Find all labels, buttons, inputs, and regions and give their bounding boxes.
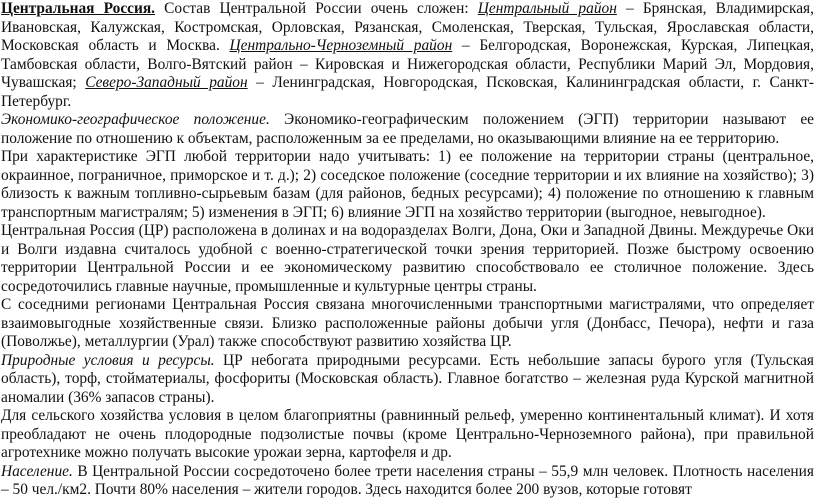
region-name-central-chernozem: Центрально-Черноземный район bbox=[229, 37, 453, 54]
paragraph-egp-definition bbox=[0, 111, 816, 148]
section-label-population: Население. bbox=[1, 462, 73, 480]
section-label-resources: Природные условия и ресурсы. bbox=[1, 351, 215, 369]
population-text: В Центральной России сосредоточено более трети населения страны – 55,9 млн человек. Плотность населения – 50 чел./км2. Почти 80% населения – жители городов. Здесь находится более 200 вузов, которые готовят bbox=[1, 462, 814, 498]
region-list-northwest: – Ленинградская, Новгородская, Псковская, Калининградская области, г. Санкт-Петербург. bbox=[1, 74, 815, 110]
region-name-northwest: Северо-Западный район bbox=[85, 74, 248, 91]
region-name-central: Центральный район bbox=[477, 0, 617, 17]
section-heading-central-russia: Центральная Россия. bbox=[1, 0, 156, 17]
region-list-central: – Брянская, Владимирская, Ивановская, Калужская, Костромская, Орловская, Рязанская, Смоленская, Тверская, Тульская, Ярославская области, Московская область и Москва. bbox=[1, 0, 814, 54]
paragraph-agriculture: Для сельского хозяйства условия в целом благоприятны (равнинный рельеф, умеренно континентальный климат). И хотя преобладают не очень плодородные подзолистые почвы (кроме Центрально-Черноземного района), при правильной агротехнике можно получать высокие урожаи зерна, картофеля и др. bbox=[1, 407, 814, 461]
composition-intro: Состав Центральной России очень сложен: bbox=[155, 0, 478, 17]
section-label-egp: Экономико-географическое положение. bbox=[1, 111, 270, 128]
paragraph-population bbox=[0, 463, 816, 500]
paragraph-composition bbox=[0, 0, 816, 111]
paragraph-resources bbox=[0, 352, 816, 408]
paragraph-location: Центральная Россия (ЦР) расположена в долинах и на водоразделах Волги, Дона, Оки и Западной Двины. Междуречье Оки и Волги издавна считалось удобной с военно-стратегической точки зрения территорией. Позже быстрому освоению территории Центральной России и ее экономическому развитию способствовало ее столичное положение. Здесь сосредоточились главные научные, промышленные и культурные центры страны. bbox=[1, 222, 814, 295]
egp-definition-text: Экономико-географическим положением (ЭГП) территории называют ее положение по отношению к объектам, расположенным за ее пределами, но оказывающими влияние на ее территорию. bbox=[1, 111, 814, 147]
paragraph-egp-factors: При характеристике ЭГП любой территории надо учитывать: 1) ее положение на территории страны (центральное, окраинное, пограничное, приморское и т. д.); 2) соседское положение (соседние территории и их влияние на хозяйство); 3) близость к важным топливно-сырьевым базам (для районов, бедных ресурсами); 4) положение по отношению к главным транспортным магистралям; 5) изменения в ЭГП; 6) влияние ЭГП на хозяйство территории (выгодное, невыгодное). bbox=[1, 148, 814, 221]
resources-text: ЦР небогата природными ресурсами. Есть небольшие запасы бурого угля (Тульская область), торф, стойматериалы, фосфориты (Московская область). Главное богатство – железная руда Курской магнитной аномалии (36% запасов страны). bbox=[1, 351, 814, 406]
region-list-central-chernozem: – Белгородская, Воронежская, Курская, Липецкая, Тамбовская области, Волго-Вятский район – Кировская и Нижегородская области, Республики Марий Эл, Мордовия, Чувашская; bbox=[1, 37, 814, 91]
paragraph-neighbors: С соседними регионами Центральная Россия связана многочисленными транспортными магистралями, что определяет взаимовыгодные хозяйственные связи. Близко расположенные районы добычи угля (Донбасс, Печора), нефти и газа (Поволжье), металлургии (Урал) также способствуют развитию хозяйства ЦР. bbox=[1, 296, 814, 350]
